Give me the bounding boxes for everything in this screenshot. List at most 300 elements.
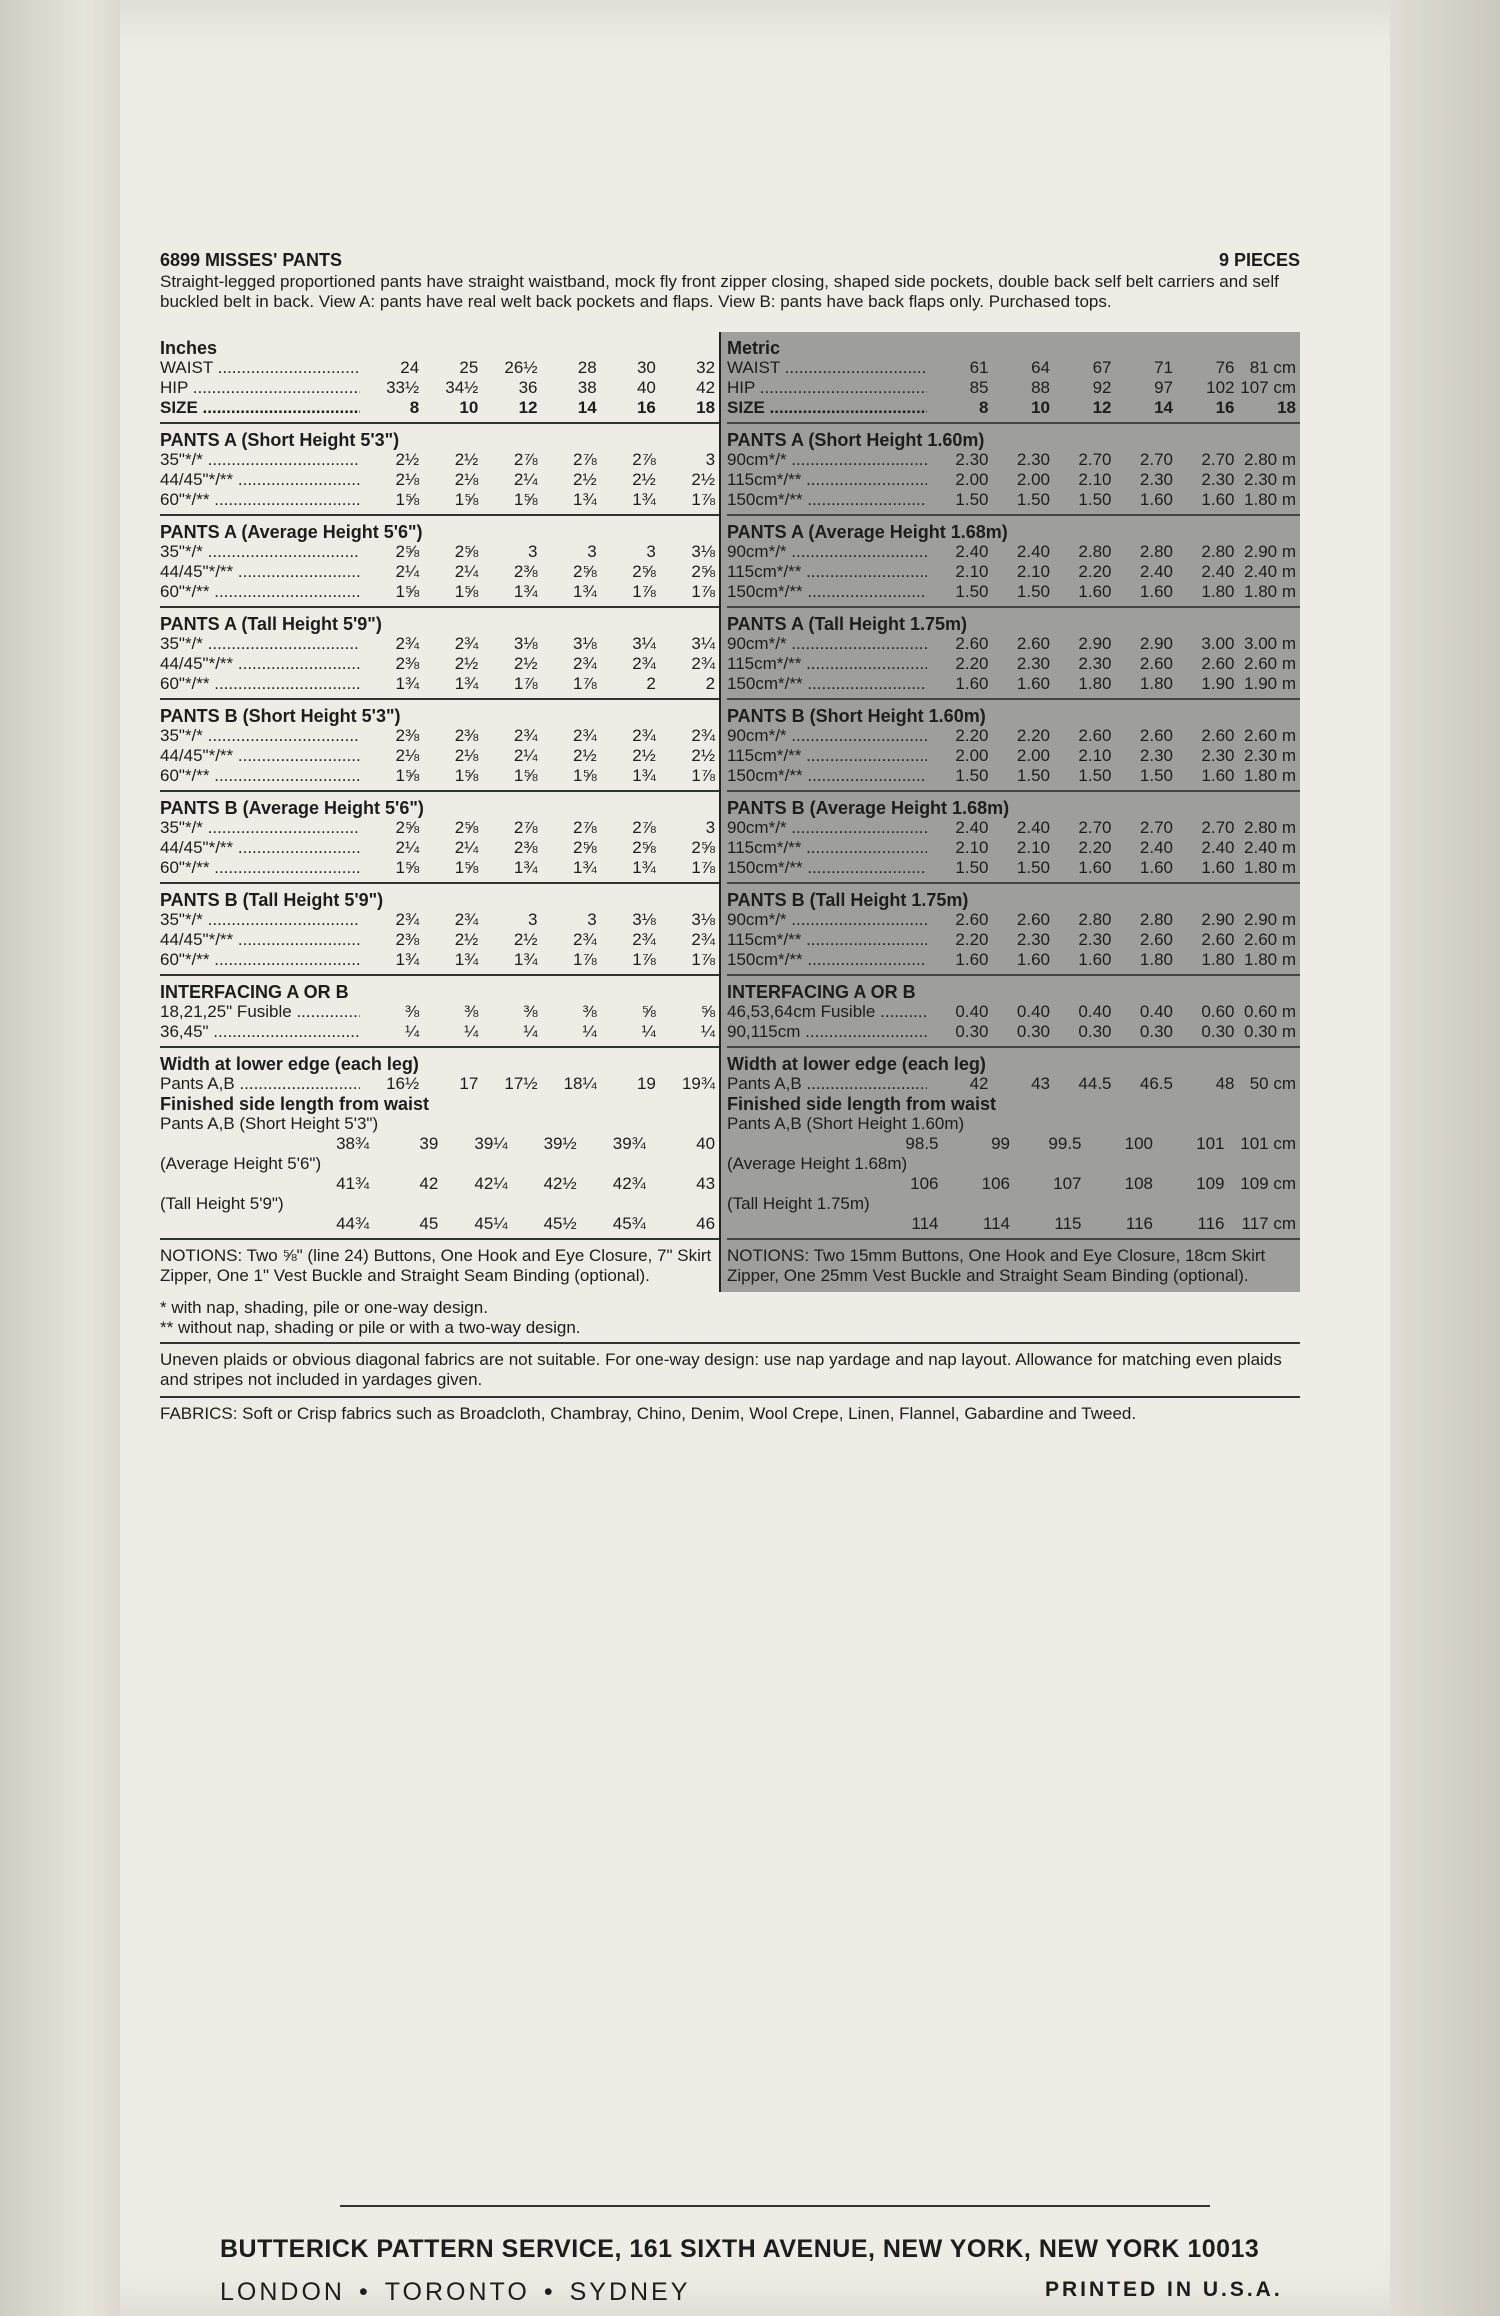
fabric-width-label: 44/45"*/** ..... — [160, 562, 360, 582]
yardage-row — [727, 930, 1296, 950]
yardage-value: 2¾ — [632, 930, 656, 949]
pattern-header — [160, 250, 1300, 270]
yardage-value: 2.40 — [1139, 562, 1174, 581]
measure-value: 67 — [1092, 358, 1112, 377]
measure-value: 24 — [400, 358, 420, 377]
yardage-block — [727, 608, 1300, 700]
fabric-width-label: 60"*/** ..... — [160, 674, 360, 694]
side-length-label: Pants A,B (Short Height 5'3") — [160, 1114, 379, 1133]
yardage-value: 1⅞ — [691, 766, 716, 785]
lower-edge-value: 50 cm — [1249, 1074, 1297, 1093]
side-length-value: 42¾ — [612, 1174, 646, 1193]
yardage-row — [160, 746, 715, 766]
yardage-value: 2.30 — [1139, 470, 1174, 489]
yardage-value: 1.90 — [1201, 674, 1235, 693]
measure-label: WAIST ..... — [160, 358, 360, 378]
yardage-value: 2½ — [573, 470, 597, 489]
yardage-value: 2.80 — [1078, 910, 1112, 929]
yardage-value: ¼ — [582, 1022, 597, 1041]
company-address: BUTTERICK PATTERN SERVICE, 161 SIXTH AVENUE, NEW YORK, NEW YORK 10013 — [220, 2235, 1260, 2263]
measure-row — [727, 358, 1296, 378]
yardage-value: 2.00 — [955, 470, 989, 489]
yardage-value: 1.60 — [1078, 950, 1112, 969]
yardage-value: 2.20 — [955, 654, 989, 673]
measure-value: 16 — [636, 398, 656, 417]
footnote-without-nap: ** without nap, shading or pile or with a two-way design. — [160, 1318, 581, 1337]
yardage-value: 1.60 — [1139, 858, 1174, 877]
footnote-nap: * with nap, shading, pile or one-way design. — [160, 1298, 488, 1317]
yardage-value: 2¼ — [454, 838, 479, 857]
yardage-block-title: PANTS A (Short Height 5'3") — [160, 430, 400, 450]
yardage-value: 1¾ — [513, 950, 538, 969]
measure-label: HIP ..... — [160, 378, 360, 398]
side-length-value: 45¾ — [612, 1214, 646, 1233]
yardage-value: 2.80 — [1139, 910, 1174, 929]
city-toronto: TORONTO — [384, 2278, 530, 2306]
yardage-value: 2.60 — [955, 910, 989, 929]
yardage-value: 2⅝ — [395, 542, 420, 561]
yardage-value: 2⅛ — [395, 746, 420, 765]
garment-measurements — [727, 1048, 1300, 1240]
fabric-width-label: 44/45"*/** ..... — [160, 746, 360, 766]
side-length-value: 45 — [419, 1214, 439, 1233]
measure-value: 8 — [409, 398, 420, 417]
fabric-width-label: 60"*/** ..... — [160, 858, 360, 878]
pieces-count: 9 PIECES — [1218, 250, 1300, 270]
yardage-value: 3⅛ — [691, 910, 716, 929]
yardage-value: 2.00 — [955, 746, 989, 765]
side-length-value: 114 — [982, 1214, 1011, 1233]
yardage-value: 2¾ — [691, 726, 716, 745]
yardage-row — [727, 726, 1296, 746]
fabric-width-label: 46,53,64cm Fusible ..... — [727, 1002, 927, 1022]
yardage-row — [160, 1002, 715, 1022]
yardage-chart — [160, 332, 1300, 1292]
fabric-width-label: 150cm*/** ..... — [727, 766, 927, 786]
yardage-value: 1⅝ — [395, 490, 420, 509]
yardage-value: 2½ — [691, 470, 716, 489]
measure-value: 40 — [636, 378, 656, 397]
yardage-value: 2⅜ — [513, 562, 538, 581]
yardage-row — [727, 858, 1296, 878]
yardage-value: 2½ — [454, 450, 479, 469]
yardage-value: 0.40 — [1078, 1002, 1112, 1021]
yardage-value: 3¼ — [632, 634, 656, 653]
yardage-value: 1.60 — [1201, 858, 1235, 877]
yardage-value: ⅝ — [641, 1002, 656, 1021]
yardage-row — [727, 1002, 1296, 1022]
yardage-value: 2.30 — [1139, 746, 1174, 765]
fabric-width-label: 44/45"*/** ..... — [160, 654, 360, 674]
yardage-row — [160, 930, 715, 950]
side-length-value: 106 — [910, 1174, 939, 1193]
fabric-width-label: 150cm*/** ..... — [727, 582, 927, 602]
fabric-width-label: 115cm*/** ..... — [727, 930, 927, 950]
yardage-value: 1.60 — [1139, 582, 1174, 601]
yardage-value: 2¾ — [573, 930, 597, 949]
fabric-width-label: 44/45"*/** ..... — [160, 838, 360, 858]
yardage-value: 1⅝ — [573, 766, 597, 785]
fabric-width-label: 60"*/** ..... — [160, 582, 360, 602]
yardage-block-title: PANTS B (Tall Height 1.75m) — [727, 890, 969, 910]
yardage-value: 2½ — [454, 930, 479, 949]
yardage-row — [727, 1022, 1296, 1042]
bullet-icon: • — [358, 2278, 371, 2306]
city-london: LONDON — [220, 2278, 345, 2306]
side-length-label: Pants A,B (Short Height 1.60m) — [727, 1114, 965, 1133]
yardage-block-title: INTERFACING A OR B — [160, 982, 349, 1002]
fabric-width-label: 115cm*/** ..... — [727, 562, 927, 582]
yardage-value: 1.50 — [1139, 766, 1174, 785]
side-length-value: 109 cm — [1240, 1174, 1297, 1193]
yardage-block-title: PANTS B (Average Height 1.68m) — [727, 798, 1010, 818]
measure-value: 26½ — [504, 358, 538, 377]
yardage-value: 2.90 — [1201, 910, 1235, 929]
fabric-width-label: 35"*/* ..... — [160, 818, 360, 838]
measure-label: SIZE ..... — [160, 398, 360, 418]
pattern-info-sheet — [160, 250, 1300, 1430]
yardage-value: 2 — [705, 674, 716, 693]
yardage-value: 1.80 — [1201, 950, 1235, 969]
yardage-value: 2.80 m — [1244, 818, 1297, 837]
yardage-value: 2.70 — [1201, 450, 1235, 469]
fabric-width-label: 115cm*/** ..... — [727, 838, 927, 858]
yardage-value: 2 — [646, 674, 656, 693]
yardage-block-title: PANTS A (Short Height 1.60m) — [727, 430, 985, 450]
yardage-row — [727, 490, 1296, 510]
yardage-value: 2.60 — [955, 634, 989, 653]
side-length-value: 99 — [991, 1134, 1011, 1153]
yardage-value: 1⅞ — [573, 674, 597, 693]
yardage-value: 2.70 — [1078, 450, 1112, 469]
yardage-value: 1¾ — [395, 674, 420, 693]
yardage-value: 1⅝ — [454, 766, 479, 785]
yardage-row — [727, 674, 1296, 694]
yardage-value: 1.60 — [1139, 490, 1174, 509]
yardage-value: 2.20 — [1078, 838, 1112, 857]
yardage-value: 3 — [705, 818, 716, 837]
yardage-value: 1.80 — [1201, 582, 1235, 601]
yardage-value: 1¾ — [632, 858, 656, 877]
yardage-value: 2.60 — [1139, 930, 1174, 949]
yardage-value: 1.50 — [955, 490, 989, 509]
yardage-row — [160, 910, 715, 930]
yardage-block — [727, 976, 1300, 1048]
measure-value: 42 — [696, 378, 716, 397]
measure-value: 28 — [577, 358, 597, 377]
measure-value: 12 — [1092, 398, 1112, 417]
yardage-value: 2½ — [691, 746, 716, 765]
lower-edge-title: Width at lower edge (each leg) — [160, 1054, 419, 1074]
yardage-block — [160, 792, 719, 884]
measure-value: 8 — [979, 398, 989, 417]
fabric-width-label: 150cm*/** ..... — [727, 674, 927, 694]
yardage-value: ¼ — [641, 1022, 656, 1041]
side-length-row — [727, 1214, 1296, 1234]
yardage-value: 1¾ — [573, 858, 597, 877]
yardage-row — [727, 838, 1296, 858]
yardage-value: 1.50 — [1016, 490, 1051, 509]
lower-edge-label: Pants A,B ..... — [160, 1074, 360, 1094]
yardage-value: 1.80 m — [1244, 950, 1297, 969]
yardage-value: 2.60 — [1139, 726, 1174, 745]
fabric-width-label: 60"*/** ..... — [160, 766, 360, 786]
yardage-value: 1.50 — [955, 766, 989, 785]
yardage-value: 1⅝ — [454, 858, 479, 877]
yardage-value: 0.30 — [1078, 1022, 1112, 1041]
lower-edge-value: 19 — [636, 1074, 656, 1093]
yardage-value: 0.60 m — [1244, 1002, 1297, 1021]
yardage-value: 2.00 — [1016, 746, 1051, 765]
yardage-value: 2.90 — [1139, 634, 1174, 653]
yardage-value: 2.90 — [1078, 634, 1112, 653]
yardage-value: 2⅞ — [632, 450, 656, 469]
yardage-value: 3⅛ — [513, 634, 538, 653]
yardage-value: ⅜ — [404, 1002, 420, 1021]
lower-edge-value: 19¾ — [681, 1074, 716, 1093]
yardage-value: 0.30 — [1201, 1022, 1235, 1041]
side-length-value: 42¼ — [474, 1174, 508, 1193]
yardage-value: 3 — [528, 542, 538, 561]
yardage-value: 1⅞ — [691, 858, 716, 877]
body-measurements — [160, 332, 719, 424]
yardage-value: 1.80 m — [1244, 766, 1297, 785]
yardage-value: 1⅞ — [632, 950, 656, 969]
yardage-value: 1⅝ — [395, 766, 420, 785]
yardage-value: 0.30 — [1016, 1022, 1051, 1041]
yardage-value: 2⅜ — [395, 654, 420, 673]
yardage-value: 2.80 — [1201, 542, 1235, 561]
side-length-title: Finished side length from waist — [727, 1094, 997, 1114]
plaids-note: Uneven plaids or obvious diagonal fabrics are not suitable. For one-way design: use nap yardage and nap layout. Allowance for matching even plaids and stripes not included in yardages given. — [160, 1344, 1300, 1398]
measure-value: 76 — [1215, 358, 1235, 377]
yardage-value: 2.30 — [1078, 654, 1112, 673]
side-length-value: 117 cm — [1241, 1214, 1297, 1233]
yardage-value: 1.50 — [955, 858, 989, 877]
side-length-value: 101 cm — [1240, 1134, 1297, 1153]
yardage-value: 2.70 — [1139, 818, 1174, 837]
yardage-row — [160, 674, 715, 694]
yardage-block — [727, 700, 1300, 792]
envelope-flap-right — [1390, 0, 1500, 2316]
side-length-label: (Tall Height 1.75m) — [727, 1194, 870, 1213]
yardage-value: 2¾ — [454, 910, 479, 929]
yardage-row — [160, 490, 715, 510]
fabric-width-label: 90cm*/* ..... — [727, 450, 927, 470]
yardage-value: 1.50 — [1078, 490, 1112, 509]
yardage-row — [160, 634, 715, 654]
fabric-width-label: 35"*/* ..... — [160, 634, 360, 654]
measure-value: 102 — [1206, 378, 1235, 397]
yardage-value: 1⅝ — [454, 490, 479, 509]
yardage-value: 2¾ — [632, 726, 656, 745]
side-length-value: 116 — [1125, 1214, 1154, 1233]
yardage-value: 3 — [587, 910, 597, 929]
yardage-value: 1.80 m — [1244, 490, 1297, 509]
measure-value: 36 — [518, 378, 538, 397]
yardage-value: 3 — [705, 450, 716, 469]
yardage-value: 2.30 — [1201, 470, 1235, 489]
fabric-width-label: 90cm*/* ..... — [727, 726, 927, 746]
yardage-value: 2¾ — [454, 634, 479, 653]
yardage-value: 1.50 — [1016, 858, 1051, 877]
lower-edge-value: 42 — [969, 1074, 989, 1093]
body-measurements — [727, 332, 1300, 424]
yardage-row — [160, 470, 715, 490]
measure-value: 10 — [1031, 398, 1051, 417]
yardage-value: 2.40 — [1201, 562, 1235, 581]
fabric-width-label: 90cm*/* ..... — [727, 634, 927, 654]
measure-value: 85 — [969, 378, 989, 397]
yardage-value: 1.80 — [1139, 950, 1174, 969]
yardage-value: 1.60 — [1016, 950, 1051, 969]
side-length-row — [727, 1134, 1296, 1154]
lower-edge-row — [727, 1074, 1296, 1094]
yardage-value: 1⅞ — [691, 490, 716, 509]
fabric-width-label: 36,45" ..... — [160, 1022, 360, 1042]
lower-edge-value: 17 — [459, 1074, 479, 1093]
yardage-value: 2¼ — [454, 562, 479, 581]
yardage-row — [727, 746, 1296, 766]
yardage-value: 2⅞ — [632, 818, 656, 837]
side-length-value: 42 — [419, 1174, 439, 1193]
yardage-row — [727, 950, 1296, 970]
yardage-block — [160, 700, 719, 792]
yardage-value: 2⅝ — [454, 542, 479, 561]
lower-edge-value: 17½ — [504, 1074, 538, 1093]
yardage-value: 2.60 — [1078, 726, 1112, 745]
yardage-value: 3 — [528, 910, 538, 929]
yardage-value: 2¾ — [395, 634, 420, 653]
yardage-value: 1.80 — [1139, 674, 1174, 693]
yardage-value: 2.70 — [1078, 818, 1112, 837]
fabric-width-label: 150cm*/** ..... — [727, 858, 927, 878]
yardage-value: 2.40 — [1201, 838, 1235, 857]
measure-value: 16 — [1215, 398, 1235, 417]
measure-row — [160, 358, 715, 378]
lower-edge-value: 48 — [1215, 1074, 1235, 1093]
yardage-block — [727, 792, 1300, 884]
measure-row — [727, 378, 1296, 398]
measure-value: 30 — [636, 358, 656, 377]
yardage-value: 1⅝ — [454, 582, 479, 601]
yardage-value: 3¼ — [691, 634, 716, 653]
measure-row — [160, 398, 715, 418]
yardage-value: 1.60 — [1078, 582, 1112, 601]
fabric-width-label: 60"*/** ..... — [160, 490, 360, 510]
yardage-value: 2⅞ — [573, 450, 597, 469]
fabric-width-label: 90cm*/* ..... — [727, 818, 927, 838]
yardage-value: 3.00 — [1201, 634, 1235, 653]
yardage-value: 2.30 — [1201, 746, 1235, 765]
yardage-value: ¼ — [404, 1022, 420, 1041]
yardage-value: 2¼ — [395, 562, 420, 581]
yardage-value: 3 — [646, 542, 656, 561]
yardage-value: 0.40 — [1139, 1002, 1174, 1021]
fabric-width-label: 90cm*/* ..... — [727, 542, 927, 562]
yardage-value: 1¾ — [632, 490, 656, 509]
side-length-value: 39½ — [543, 1134, 577, 1153]
lower-edge-title: Width at lower edge (each leg) — [727, 1054, 986, 1074]
yardage-value: 2¼ — [395, 838, 420, 857]
garment-measurements — [160, 1048, 719, 1240]
yardage-value: ⅜ — [523, 1002, 538, 1021]
envelope-flap-left — [0, 0, 120, 2316]
yardage-value: 0.60 — [1201, 1002, 1235, 1021]
yardage-block-title: PANTS A (Average Height 1.68m) — [727, 522, 1008, 542]
yardage-value: 2.70 — [1201, 818, 1235, 837]
yardage-value: 2.70 — [1139, 450, 1174, 469]
yardage-value: 2.10 — [955, 562, 989, 581]
yardage-value: 2.30 m — [1244, 470, 1297, 489]
yardage-value: ⅜ — [464, 1002, 479, 1021]
yardage-block — [160, 976, 719, 1048]
lower-edge-value: 16½ — [386, 1074, 420, 1093]
side-length-value: 41¾ — [336, 1174, 370, 1193]
yardage-row — [160, 766, 715, 786]
yardage-value: 2.10 — [1078, 470, 1112, 489]
yardage-block-title: PANTS B (Short Height 1.60m) — [727, 706, 986, 726]
fabric-width-label: 150cm*/** ..... — [727, 950, 927, 970]
measure-value: 107 cm — [1240, 378, 1297, 397]
yardage-value: 2½ — [513, 930, 538, 949]
yardage-value: 1⅝ — [513, 490, 538, 509]
yardage-block — [160, 424, 719, 516]
measure-value: 14 — [577, 398, 597, 417]
yardage-row — [160, 654, 715, 674]
yardage-row — [160, 562, 715, 582]
yardage-value: 1¾ — [395, 950, 420, 969]
yardage-value: 1⅞ — [513, 674, 538, 693]
yardage-row — [160, 450, 715, 470]
yardage-value: 1.50 — [955, 582, 989, 601]
side-length-value: 44¾ — [336, 1214, 370, 1233]
yardage-value: 2½ — [395, 450, 420, 469]
yardage-value: 2.80 — [1139, 542, 1174, 561]
measure-value: 97 — [1154, 378, 1174, 397]
yardage-value: 1.80 — [1078, 674, 1112, 693]
yardage-value: 2½ — [632, 746, 656, 765]
yardage-value: 2.20 — [1016, 726, 1051, 745]
side-length-value: 45½ — [543, 1214, 577, 1233]
footnotes — [160, 1298, 1300, 1338]
fabric-width-label: 35"*/* ..... — [160, 910, 360, 930]
yardage-value: 3⅛ — [573, 634, 597, 653]
measure-value: 32 — [696, 358, 716, 377]
yardage-block-title: PANTS B (Average Height 5'6") — [160, 798, 424, 818]
yardage-value: 1.60 — [1201, 766, 1235, 785]
yardage-value: 2⅜ — [513, 838, 538, 857]
yardage-value: 2.10 — [1016, 562, 1051, 581]
units-title: Metric — [727, 338, 781, 358]
yardage-value: 2⅝ — [573, 562, 597, 581]
yardage-row — [727, 910, 1296, 930]
metric-column — [721, 332, 1300, 1292]
yardage-value: 2.60 m — [1244, 654, 1297, 673]
side-length-label: (Tall Height 5'9") — [160, 1194, 284, 1213]
yardage-value: 1¾ — [513, 858, 538, 877]
yardage-row — [160, 582, 715, 602]
yardage-value: 0.40 — [1016, 1002, 1051, 1021]
side-length-value: 45¼ — [474, 1214, 508, 1233]
yardage-value: 2⅛ — [454, 470, 479, 489]
yardage-value: 2⅛ — [395, 470, 420, 489]
yardage-value: 2¾ — [395, 910, 420, 929]
notions: NOTIONS: Two 15mm Buttons, One Hook and Eye Closure, 18cm Skirt Zipper, One 25mm Vest Buckle and Straight Seam Binding (optional). — [727, 1246, 1266, 1285]
yardage-value: 2.40 m — [1244, 838, 1297, 857]
yardage-value: 2.80 m — [1244, 450, 1297, 469]
yardage-value: 1⅞ — [691, 950, 716, 969]
